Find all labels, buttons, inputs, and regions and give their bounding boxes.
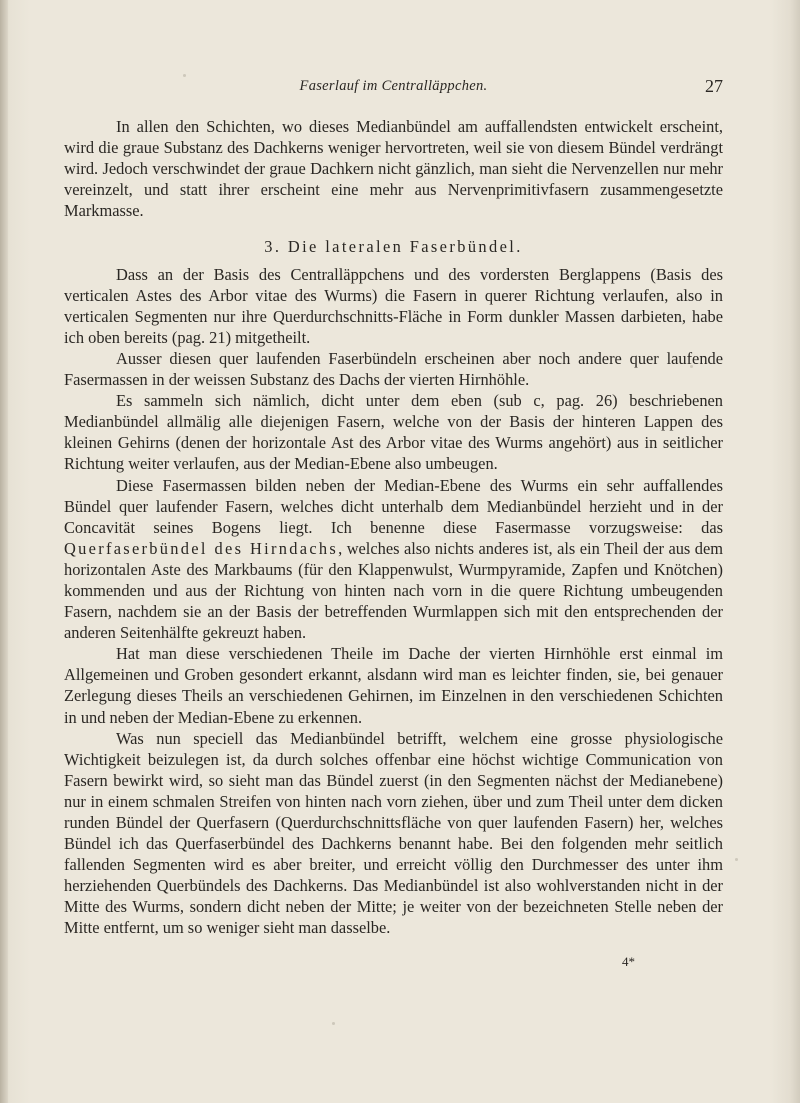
paragraph-text: , welches also nichts anderes ist, als ein Theil der aus dem horizontalen Aste des Markbaums (für den Klappenwulst, Wurmpyramide, Zapfen und Knötchen) kommenden und aus der Richtung von hinten nach vorn in die quere Richtung umbeugenden Fasern, nachdem sie an der Basis der betreffenden Wurmlappen sich mit den entsprechenden der anderen Seitenhälfte gekreuzt haben.	[64, 538, 724, 643]
paragraph: In allen den Schichten, wo dieses Medianbündel am auffallendsten entwickelt erscheint, wird die graue Substanz des Dachkerns weniger hervortreten, weil sie von diesem Bündel verdrängt wird. Jedoch verschwindet der graue Dachkern nicht gänzlich, man sieht die Nervenzellen nur mehr vereinzelt, und statt ihrer erscheint eine mehr aus Nervenprimitivfasern zusammengesetzte Markmasse.	[64, 117, 723, 221]
running-head	[64, 76, 723, 98]
section-heading: 3. Die lateralen Faserbündel.	[264, 237, 523, 257]
running-head-title: Faserlauf im Centralläppchen.	[299, 78, 488, 94]
page-binding-edge	[0, 0, 8, 1103]
paragraph-text: Diese Fasermassen bilden neben der Median-Ebene des Wurms ein sehr auffallendes Bündel quer laufender Fasern, welches dicht unterhalb dem Medianbündel herzieht und in der Concavität seines Bogens liegt. Ich benenne diese Fasermasse vorzugsweise: das	[64, 475, 723, 537]
paragraph: Ausser diesen quer laufenden Faserbündeln erscheinen aber noch andere quer laufende Fasermassen in der weissen Substanz des Dachs der vierten Hirnhöhle.	[64, 348, 723, 390]
signature-mark: 4*	[622, 954, 635, 969]
paragraph: Es sammeln sich nämlich, dicht unter dem eben (sub c, pag. 26) beschriebenen Medianbündel allmälig alle diejenigen Fasern, welche von der Basis der hinteren Lappen des kleinen Gehirns (denen der horizontale Ast des Arbor vitae des Wurms angehört) aus in seitlicher Richtung weiter verlaufen, aus der Median-Ebene also umbeugen.	[64, 391, 723, 474]
paper-speck	[332, 1022, 335, 1025]
body-text	[64, 116, 723, 939]
paragraph	[64, 475, 723, 644]
paragraph: Was nun speciell das Medianbündel betrifft, welchem eine grosse physiologische Wichtigkeit beizulegen ist, da durch solches offenbar eine höchst wichtige Communication von Fasern bewirkt wird, so sieht man das Bündel zuerst (in den Segmenten nächst der Medianebene) nur in einem schmalen Streifen von hinten nach vorn ziehen, über und zum Theil unter dem dicken runden Bündel der Querfasern (Querdurchschnittsfläche von quer laufenden Fasern) her, welches Bündel ich das Querfaserbündel des Dachkerns benannt habe. Bei den folgenden mehr seitlich fallenden Segmenten wird es aber breiter, und erreicht völlig den Durchmesser des unter ihm herziehenden Querbündels des Dachkerns. Das Medianbündel ist also wohlverstanden nicht in der Mitte des Wurms, sondern dicht neben der Mitte; je weiter von der bezeichneten Stelle neben der Mitte entfernt, um so weniger sieht man dasselbe.	[64, 728, 723, 938]
paragraph: Hat man diese verschiedenen Theile im Dache der vierten Hirnhöhle erst einmal im Allgemeinen und Groben gesondert erkannt, alsdann wird man es leichter finden, sie, bei genauer Zerlegung dieses Theils an verschiedenen Gehirnen, im Einzelnen in den verschiedenen Schichten in und neben der Median-Ebene zu erkennen.	[64, 644, 723, 727]
paper-speck	[735, 858, 738, 861]
paper-speck	[183, 74, 186, 77]
paragraph: Dass an der Basis des Centralläppchens und des vordersten Berglappens (Basis des verticalen Astes des Arbor vitae des Wurms) die Fasern in querer Richtung verlaufen, also in verticalen Segmenten nur ihre Querdurchschnitts-Fläche in Form dunkler Massen darbieten, habe ich oben bereits (pag. 21) mitgetheilt.	[64, 264, 723, 347]
emphasized-term: Querfaserbündel des Hirndachs	[64, 538, 339, 558]
paper-speck	[690, 365, 693, 368]
page-number: 27	[705, 76, 723, 96]
